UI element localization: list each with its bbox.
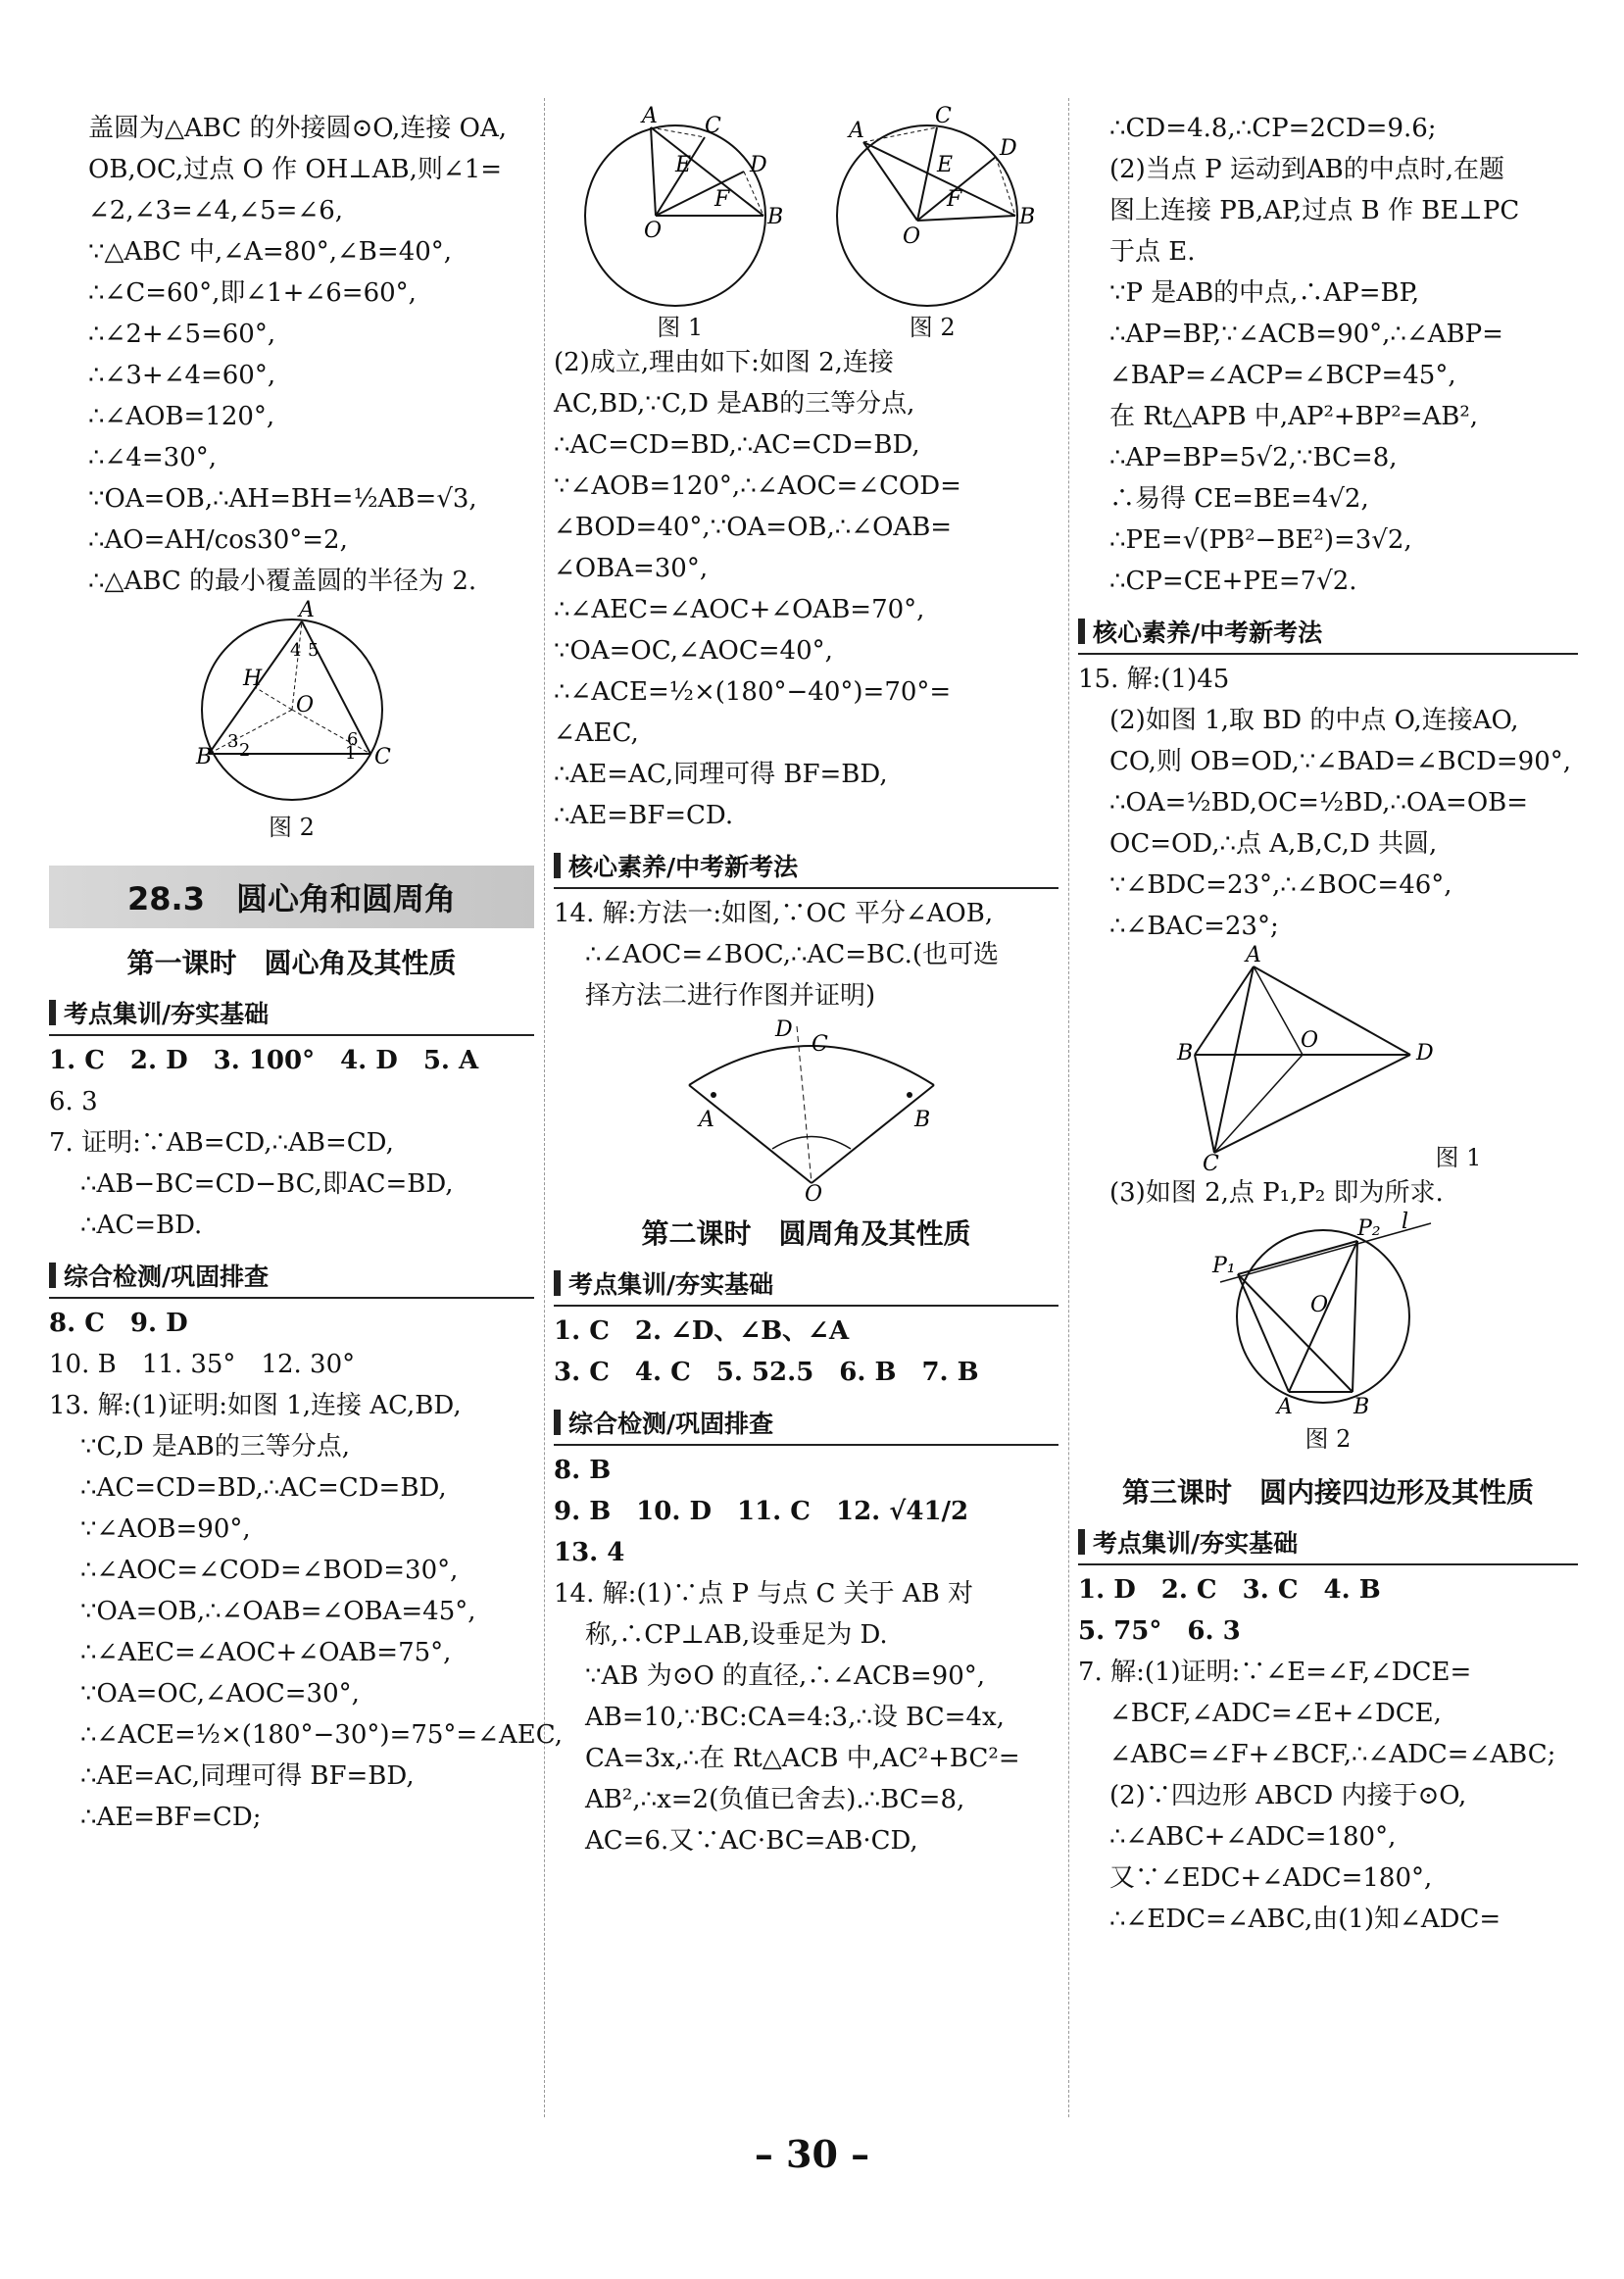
text-line: 于点 E. <box>1109 237 1196 267</box>
lesson-title: 第一课时 圆心角及其性质 <box>126 947 457 979</box>
answer-line: 13. 解:(1)证明:如图 1,连接 AC,BD, <box>49 1391 462 1420</box>
svg-text:C: C <box>704 114 721 138</box>
answer-line: ∴∠ACE=½×(180°−30°)=75°=∠AEC, <box>80 1720 563 1750</box>
text-line: ∵∠BDC=23°,∴∠BOC=46°, <box>1109 870 1452 900</box>
sector-figure-1 <box>577 98 783 304</box>
text-line: ∴OA=½BD,OC=½BD,∴OA=OB= <box>1109 788 1529 817</box>
triangle-circle-figure <box>165 598 419 808</box>
text-line: ∠BOD=40°,∵OA=OB,∴∠OAB= <box>554 513 953 542</box>
answer-line: ∵OA=OB,∴∠OAB=∠OBA=45°, <box>80 1597 476 1626</box>
lesson-title: 第二课时 圆周角及其性质 <box>641 1217 971 1250</box>
answer-line: 6. 3 <box>49 1087 98 1116</box>
text-line: ∴∠2+∠5=60°, <box>88 320 276 349</box>
figure-caption: 图 2 <box>269 814 315 841</box>
answer-line: 13. 4 <box>554 1538 625 1567</box>
text-line: ∴CD=4.8,∴CP=2CD=9.6; <box>1109 114 1437 143</box>
text-line: ∴∠AOC=∠BOC,∴AC=BC.(也可选 <box>585 940 999 969</box>
column-3 <box>1078 108 1578 1940</box>
answer-line: 又∵∠EDC+∠ADC=180°, <box>1109 1863 1433 1893</box>
svg-text:P₂: P₂ <box>1357 1216 1381 1241</box>
svg-text:D: D <box>1415 1041 1434 1065</box>
text-line: ∴∠3+∠4=60°, <box>88 361 276 390</box>
text-line: ∴易得 CE=BE=4√2, <box>1109 484 1369 514</box>
answer-line: 8. B <box>554 1456 612 1485</box>
answer-line: 8. C 9. D <box>49 1309 188 1338</box>
svg-text:O: O <box>804 1182 822 1207</box>
text-line: ∴∠AEC=∠AOC+∠OAB=70°, <box>554 595 925 624</box>
svg-text:C: C <box>373 745 391 769</box>
section-header: 考点集训/夯实基础 <box>49 991 534 1036</box>
text-line: ∠AEC, <box>554 718 639 748</box>
answer-line: ∵C,D 是AB的三等分点, <box>80 1432 351 1462</box>
answer-line: 5. 75° 6. 3 <box>1078 1616 1241 1646</box>
answer-line: (2)∵四边形 ABCD 内接于⊙O, <box>1109 1781 1467 1810</box>
svg-text:B: B <box>1019 205 1036 229</box>
svg-text:H: H <box>242 667 262 691</box>
text-line: ∴∠C=60°,即∠1+∠6=60°, <box>88 278 417 308</box>
svg-text:B: B <box>913 1108 930 1132</box>
svg-text:O: O <box>295 693 314 718</box>
text-line: ∴∠BAC=23°; <box>1109 912 1279 941</box>
text-line: 15. 解:(1)45 <box>1078 665 1230 694</box>
section-header: 核心素养/中考新考法 <box>554 844 1058 889</box>
text-line: ∵OA=OC,∠AOC=40°, <box>554 636 833 666</box>
quadrilateral-figure <box>1175 943 1434 1176</box>
answer-line: ∵AB 为⊙O 的直径,∴∠ACB=90°, <box>585 1661 986 1691</box>
text-line: ∴∠ACE=½×(180°−40°)=70°= <box>554 677 952 707</box>
svg-text:O: O <box>903 224 921 249</box>
figure-caption: 图 1 <box>1435 1144 1482 1171</box>
answer-line: ∴∠AEC=∠AOC+∠OAB=75°, <box>80 1638 452 1667</box>
text-line: ∴AE=BF=CD. <box>554 801 734 830</box>
figure-caption: 图 1 <box>657 314 704 341</box>
svg-text:6: 6 <box>346 729 358 750</box>
svg-text:A: A <box>641 104 658 128</box>
svg-text:B: B <box>1176 1041 1193 1065</box>
column-2 <box>554 98 1058 1861</box>
figure-caption: 图 2 <box>1304 1425 1352 1453</box>
svg-text:D: D <box>749 153 767 177</box>
figure-caption: 图 2 <box>909 314 956 341</box>
svg-text:D: D <box>1000 136 1017 161</box>
text-line: ∴△ABC 的最小覆盖圆的半径为 2. <box>88 567 477 596</box>
svg-text:4: 4 <box>289 640 301 661</box>
svg-text:B: B <box>1353 1395 1370 1419</box>
text-line: (2)成立,理由如下:如图 2,连接 <box>554 348 894 377</box>
answer-line: CA=3x,∴在 Rt△ACB 中,AC²+BC²= <box>585 1744 1020 1773</box>
text-line: (3)如图 2,点 P₁,P₂ 即为所求. <box>1109 1178 1444 1208</box>
text-line: ∴CP=CE+PE=7√2. <box>1109 567 1357 596</box>
answer-line: ∴∠ABC+∠ADC=180°, <box>1109 1822 1397 1852</box>
svg-text:5: 5 <box>307 640 319 661</box>
page-number: – 30 – <box>754 2132 870 2176</box>
section-header: 综合检测/巩固排查 <box>49 1254 534 1299</box>
svg-text:B: B <box>766 205 783 229</box>
text-line: ∠2,∠3=∠4,∠5=∠6, <box>88 196 343 225</box>
text-line: ∴AE=AC,同理可得 BF=BD, <box>554 760 888 789</box>
column-1 <box>49 108 563 1838</box>
text-line: 图上连接 PB,AP,过点 B 作 BE⊥PC <box>1109 196 1520 225</box>
svg-text:A: A <box>698 1108 714 1132</box>
text-line: 在 Rt△APB 中,AP²+BP²=AB², <box>1109 402 1479 431</box>
text-line: (2)如图 1,取 BD 的中点 O,连接AO, <box>1109 706 1519 735</box>
svg-text:O: O <box>643 219 662 243</box>
answer-line: AB=10,∵BC:CA=4:3,∴设 BC=4x, <box>585 1703 1005 1732</box>
answer-line: ∴AB−BC=CD−BC,即AC=BD, <box>80 1169 454 1199</box>
circle-tangent-figure <box>1201 1210 1455 1419</box>
svg-text:P₁: P₁ <box>1212 1254 1236 1278</box>
answer-line: 9. B 10. D 11. C 12. √41/2 <box>554 1497 969 1526</box>
text-line: CO,则 OB=OD,∵∠BAD=∠BCD=90°, <box>1109 747 1572 776</box>
answer-line: ∠BCF,∠ADC=∠E+∠DCE, <box>1109 1699 1442 1728</box>
text-line: 14. 解:方法一:如图,∵OC 平分∠AOB, <box>554 899 994 928</box>
section-header: 考点集训/夯实基础 <box>1078 1520 1578 1565</box>
svg-text:D: D <box>774 1017 793 1042</box>
section-header: 核心素养/中考新考法 <box>1078 610 1578 655</box>
figure-1-wrap <box>1078 943 1578 1176</box>
svg-text:A: A <box>849 119 865 143</box>
svg-text:O: O <box>1310 1293 1329 1317</box>
answer-line: ∴AC=BD. <box>80 1211 203 1240</box>
answer-line: ∵OA=OC,∠AOC=30°, <box>80 1679 360 1709</box>
sector-figure-2 <box>829 98 1035 304</box>
answer-line: ∵∠AOB=90°, <box>80 1514 251 1544</box>
svg-text:E: E <box>937 153 954 177</box>
svg-text:3: 3 <box>226 731 238 752</box>
answer-line: ∴∠EDC=∠ABC,由(1)知∠ADC= <box>1109 1905 1501 1934</box>
answer-line: ∴AC=CD=BD,∴AC=CD=BD, <box>80 1473 447 1503</box>
text-line: 择方法二进行作图并证明) <box>585 981 876 1011</box>
svg-text:C: C <box>935 104 953 128</box>
text-line: (2)当点 P 运动到AB的中点时,在题 <box>1109 155 1505 184</box>
text-line: ∴AO=AH/cos30°=2, <box>88 525 348 555</box>
svg-text:1: 1 <box>344 743 356 764</box>
text-line: ∠BAP=∠ACP=∠BCP=45°, <box>1109 361 1456 390</box>
svg-text:l: l <box>1402 1210 1409 1234</box>
section-header: 综合检测/巩固排查 <box>554 1401 1058 1446</box>
answer-line: ∴∠AOC=∠COD=∠BOD=30°, <box>80 1556 459 1585</box>
answer-line: 1. C 2. D 3. 100° 4. D 5. A <box>49 1046 479 1075</box>
svg-text:2: 2 <box>238 740 250 761</box>
answer-line: 7. 解:(1)证明:∵∠E=∠F,∠DCE= <box>1078 1658 1472 1687</box>
text-line: ∵P 是AB的中点,∴AP=BP, <box>1109 278 1420 308</box>
answer-line: AB²,∴x=2(负值已舍去).∴BC=8, <box>585 1785 965 1814</box>
answer-line: 7. 证明:∵AB=CD,∴AB=CD, <box>49 1128 394 1158</box>
answer-line: AC=6.又∵AC·BC=AB·CD, <box>585 1826 918 1856</box>
text-line: ∴∠4=30°, <box>88 443 218 472</box>
svg-text:B: B <box>195 745 212 769</box>
answer-line: 称,∴CP⊥AB,设垂足为 D. <box>585 1620 888 1650</box>
section-band-title: 28.3 圆心角和圆周角 <box>49 866 534 928</box>
svg-text:A: A <box>1245 943 1261 967</box>
text-line: ∴PE=√(PB²−BE²)=3√2, <box>1109 525 1412 555</box>
text-line: ∵△ABC 中,∠A=80°,∠B=40°, <box>88 237 453 267</box>
answer-line: 1. D 2. C 3. C 4. B <box>1078 1575 1381 1605</box>
answer-line: ∴AE=BF=CD; <box>80 1803 262 1832</box>
answer-line: 14. 解:(1)∵点 P 与点 C 关于 AB 对 <box>554 1579 974 1609</box>
answer-line: 1. C 2. ∠D、∠B、∠A <box>554 1316 850 1346</box>
text-line: OB,OC,过点 O 作 OH⊥AB,则∠1= <box>88 155 503 184</box>
text-line: ∵∠AOB=120°,∴∠AOC=∠COD= <box>554 471 961 501</box>
answer-line: 3. C 4. C 5. 52.5 6. B 7. B <box>554 1358 979 1387</box>
figure-row <box>554 98 1058 342</box>
answer-line: ∴AE=AC,同理可得 BF=BD, <box>80 1761 415 1791</box>
lesson-title: 第三课时 圆内接四边形及其性质 <box>1121 1476 1534 1509</box>
text-line: ∴AC=CD=BD,∴AC=CD=BD, <box>554 430 920 460</box>
svg-text:O: O <box>1300 1028 1318 1053</box>
sector-bisector-figure <box>669 1016 944 1207</box>
section-header: 考点集训/夯实基础 <box>554 1262 1058 1307</box>
svg-text:F: F <box>947 187 962 212</box>
svg-text:E: E <box>674 153 691 177</box>
text-line: ∴AP=BP,∵∠ACB=90°,∴∠ABP= <box>1109 320 1503 349</box>
text-line: ∴AP=BP=5√2,∵BC=8, <box>1109 443 1398 472</box>
text-line: AC,BD,∵C,D 是AB的三等分点, <box>554 389 915 419</box>
svg-text:A: A <box>1277 1395 1293 1419</box>
answer-line: ∠ABC=∠F+∠BCF,∴∠ADC=∠ABC; <box>1109 1740 1556 1769</box>
text-line: 盖圆为△ABC 的外接圆⊙O,连接 OA, <box>88 114 507 143</box>
text-line: ∴∠AOB=120°, <box>88 402 275 431</box>
svg-text:C: C <box>811 1032 828 1057</box>
svg-text:C: C <box>1202 1152 1219 1176</box>
answer-line: 10. B 11. 35° 12. 30° <box>49 1350 356 1379</box>
text-line: ∠OBA=30°, <box>554 554 709 583</box>
text-line: OC=OD,∴点 A,B,C,D 共圆, <box>1109 829 1438 859</box>
svg-text:F: F <box>714 187 730 212</box>
text-line: ∵OA=OB,∴AH=BH=½AB=√3, <box>88 484 477 514</box>
svg-text:A: A <box>298 598 315 622</box>
